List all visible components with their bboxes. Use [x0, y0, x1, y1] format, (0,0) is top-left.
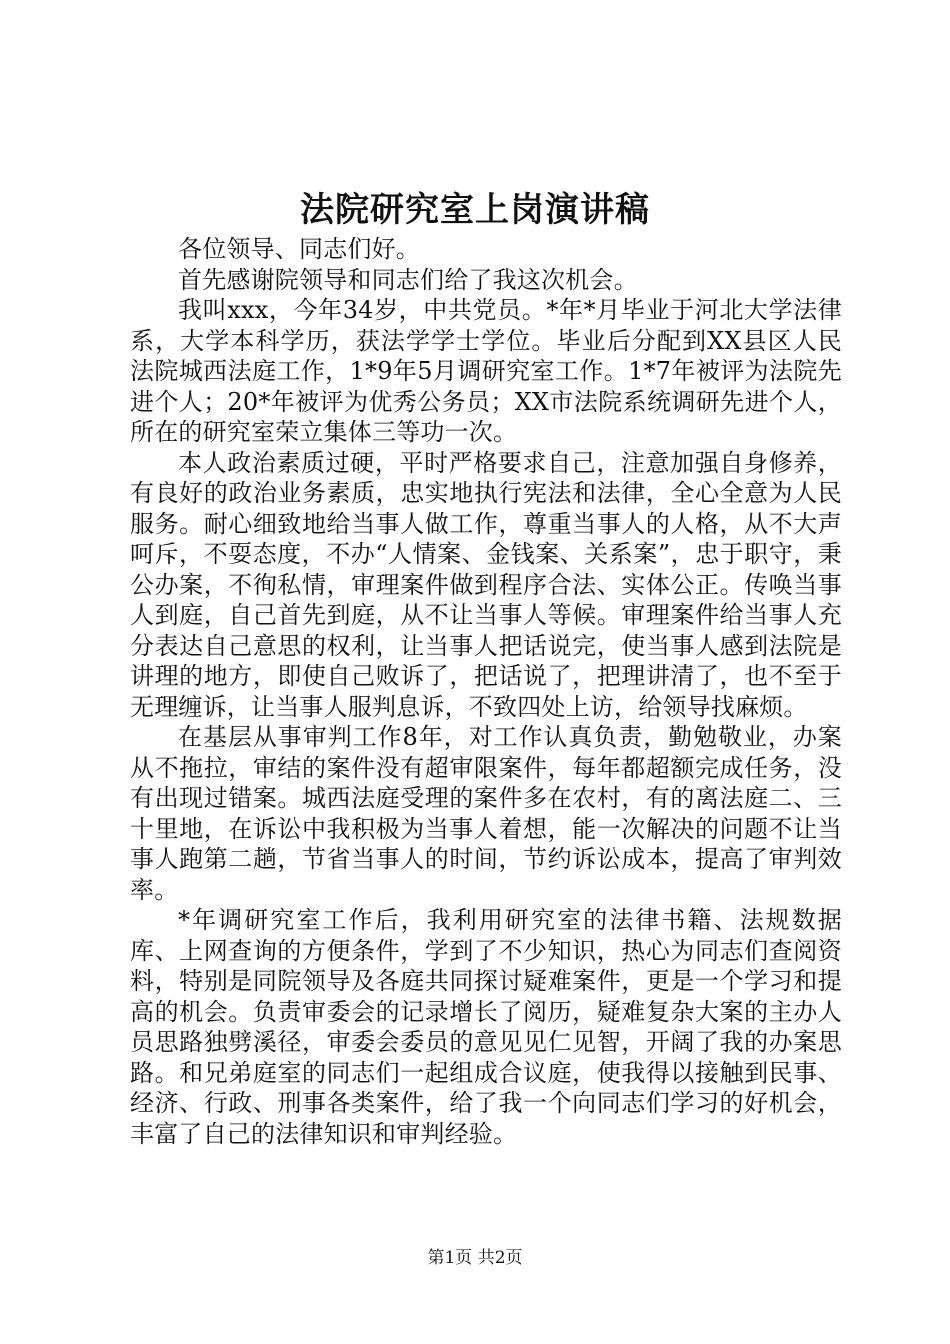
document-title: 法院研究室上岗演讲稿 [300, 190, 650, 230]
document-body [130, 234, 842, 1149]
paragraph-introduction: 我叫xxx，今年34岁，中共党员。*年*月毕业于河北大学法律系，大学本科学历，获法学学士学位。毕业后分配到XX县区人民法院城西法庭工作，1*9年5月调研究室工作。1*7年被评为法院先进个人；20*年被评为优秀公务员；XX市法院系统调研先进个人，所在的研究室荣立集体三等功一次。 [130, 296, 842, 446]
paragraph-grassroots-work: 在基层从事审判工作8年，对工作认真负责，勤勉敬业，办案从不拖拉，审结的案件没有超审限案件，每年都超额完成任务，没有出现过错案。城西法庭受理的案件多在农村，有的离法庭二、三十里地，在诉讼中我积极为当事人着想，能一次解决的问题不让当事人跑第二趟，节省当事人的时间，节约诉讼成本，提高了审判效率。 [130, 723, 842, 904]
page-footer: 第1页 共2页 [427, 1248, 523, 1268]
paragraph-thanks: 首先感谢院领导和同志们给了我这次机会。 [178, 265, 638, 294]
paragraph-greeting: 各位领导、同志们好。 [178, 235, 420, 263]
paragraph-political-quality: 本人政治素质过硬，平时严格要求自己，注意加强自身修养，有良好的政治业务素质，忠实地执行宪法和法律，全心全意为人民服务。耐心细致地给当事人做工作，尊重当事人的人格，从不大声呵斥，不耍态度，不办“人情案、金钱案、关系案”，忠于职守，秉公办案，不徇私情，审理案件做到程序合法、实体公正。传唤当事人到庭，自己首先到庭，从不让当事人等候。审理案件给当事人充分表达自己意思的权利，让当事人把话说完，使当事人感到法院是讲理的地方，即使自己败诉了，把话说了，把理讲清了，也不至于无理缠诉，让当事人服判息诉，不致四处上访，给领导找麻烦。 [130, 448, 842, 721]
paragraph-research-office: *年调研究室工作后，我利用研究室的法律书籍、法规数据库、上网查询的方便条件，学到了不少知识，热心为同志们查阅资料，特别是同院领导及各庭共同探讨疑难案件，更是一个学习和提高的机会。负责审委会的记录增长了阅历，疑难复杂大案的主办人员思路独劈溪径，审委会委员的意见见仁见智，开阔了我的办案思路。和兄弟庭室的同志们一起组成合议庭，使我得以接触到民事、经济、行政、刑事各类案件，给了我一个向同志们学习的好机会，丰富了自己的法律知识和审判经验。 [130, 906, 842, 1148]
